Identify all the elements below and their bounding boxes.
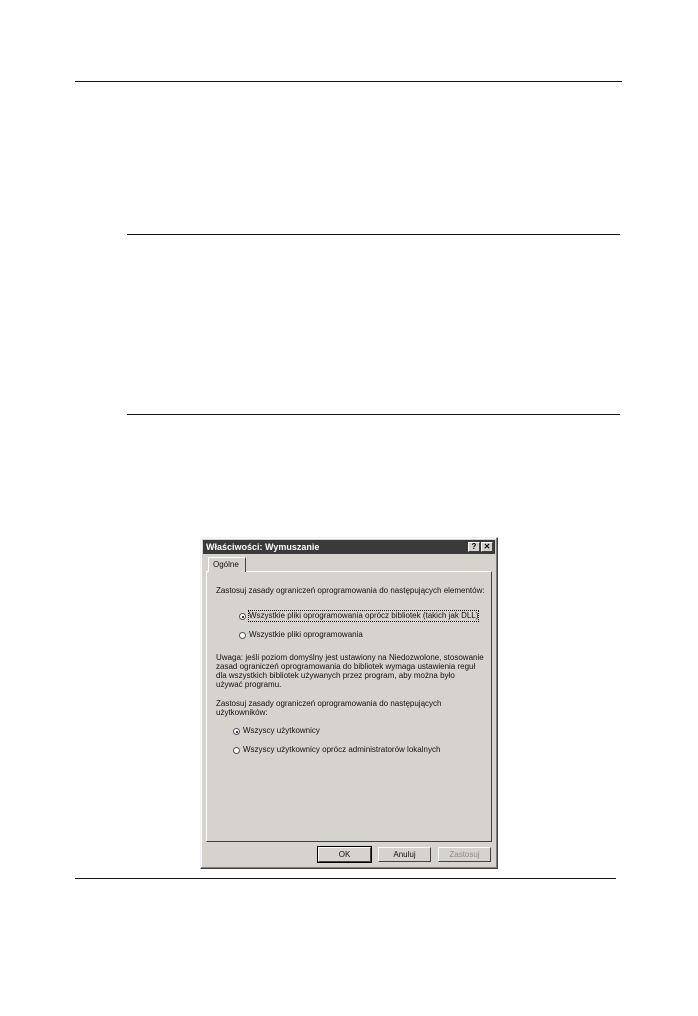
close-icon: ✕ — [483, 542, 491, 551]
general-panel — [206, 571, 492, 842]
radio-all-except-libs-label[interactable]: Wszystkie pliki oprogramowania oprócz bibliotek (takich jak DLL) — [249, 611, 479, 620]
page-rule-bottom — [75, 878, 616, 879]
radio-all-users-except-admins-label[interactable]: Wszyscy użytkownicy oprócz administratorów lokalnych — [243, 745, 441, 754]
note-line-3: dla wszystkich bibliotek używanych przez program, aby można było — [216, 671, 455, 680]
cancel-button[interactable]: Anuluj — [378, 847, 431, 862]
radio-all-users-label[interactable]: Wszyscy użytkownicy — [243, 726, 320, 735]
radio-all-except-libs[interactable] — [239, 613, 246, 620]
page-rule-top — [75, 81, 622, 82]
apply-users-line-1: Zastosuj zasady ograniczeń oprogramowania do następujących — [216, 699, 442, 708]
section-rule-upper — [127, 234, 620, 235]
note-line-2: zasad ograniczeń oprogramowania do bibliotek wymaga ustawienia reguł — [216, 662, 476, 671]
tab-general[interactable]: Ogólne — [208, 557, 246, 572]
close-button[interactable] — [481, 542, 493, 552]
radio-all-users-except-admins[interactable] — [233, 747, 240, 754]
radio-all-users[interactable] — [233, 728, 240, 735]
section-rule-lower — [127, 414, 620, 415]
properties-dialog — [200, 537, 498, 869]
dialog-title: Właściwości: Wymuszanie — [206, 542, 320, 552]
apply-to-label: Zastosuj zasady ograniczeń oprogramowania do następujących elementów: — [216, 586, 485, 595]
dialog-titlebar — [203, 540, 495, 554]
radio-all-files[interactable] — [239, 632, 246, 639]
note-line-4: używać programu. — [216, 680, 282, 689]
radio-all-files-label[interactable]: Wszystkie pliki oprogramowania — [249, 630, 363, 639]
note-line-1: Uwaga: jeśli poziom domyślny jest ustawiony na Niedozwolone, stosowanie — [216, 653, 484, 662]
help-icon: ? — [471, 542, 477, 551]
help-button[interactable] — [468, 542, 480, 552]
apply-users-line-2: użytkowników: — [216, 708, 268, 717]
apply-button[interactable]: Zastosuj — [438, 847, 491, 862]
ok-button[interactable]: OK — [318, 847, 371, 862]
